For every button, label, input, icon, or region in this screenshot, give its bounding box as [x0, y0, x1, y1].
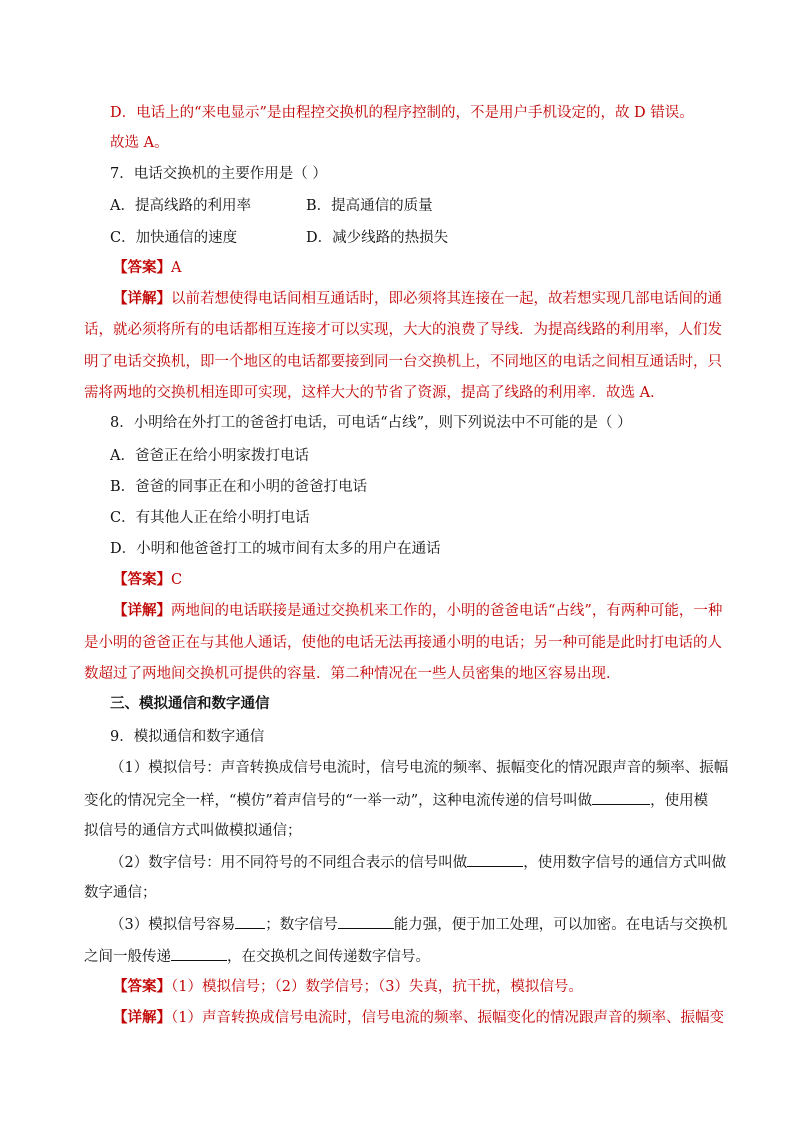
q7-detail-line-1	[113, 289, 722, 309]
q9-part1-line-1: （1）模拟信号：声音转换成信号电流时，信号电流的频率、振幅变化的情况跟声音的频率、振幅	[110, 760, 729, 776]
q7-option-b: B．提高通信的质量	[306, 198, 433, 214]
text: 能力强，便于加工处理，可以加密。在电话与交换机	[393, 917, 728, 933]
q8-option-b: B．爸爸的同事正在和小明的爸爸打电话	[110, 479, 368, 495]
q9-part2-line-1	[110, 852, 726, 873]
q7-option-d: D．减少线路的热损失	[306, 230, 449, 246]
q7-detail-line-3: 明了电话交换机，即一个地区的电话都要接到同一台交换机上，不同地区的电话之间相互通话时，只	[84, 354, 722, 370]
q9-detail-line-1	[113, 1008, 724, 1028]
text: 变化的情况完全一样，“模仿”着声信号的“一举一动”，这种电流传递的信号叫做	[84, 793, 593, 809]
q8-detail-line-1	[113, 601, 722, 621]
text: （2）数字信号：用不同符号的不同组合表示的信号叫做	[110, 855, 468, 871]
fill-blank	[592, 790, 650, 805]
answer-value: C	[171, 572, 183, 588]
answer-tag: 【答案】	[113, 259, 171, 276]
q8-answer	[113, 570, 182, 590]
q9-answer	[113, 977, 583, 997]
q9-stem: 9．模拟通信和数字通信	[110, 729, 265, 745]
q8-option-c: C．有其他人正在给小明打电话	[110, 510, 310, 526]
detail-tag: 【详解】	[113, 602, 171, 619]
q9-part2-line-2: 数字通信；	[84, 885, 157, 901]
detail-tag: 【详解】	[113, 290, 171, 307]
q7-option-c: C．加快通信的速度	[110, 230, 238, 246]
q7-detail-line-2: 话，就必须将所有的电话都相互连接才可以实现，大大的浪费了导线．为提高线路的利用率，人们发	[84, 322, 722, 338]
q6-option-d-explanation: D．电话上的“来电显示”是由程控交换机的程序控制的，不是用户手机设定的，故 D 错误。	[110, 105, 694, 121]
answer-tag: 【答案】	[113, 978, 171, 995]
q8-option-d: D．小明和他爸爸打工的城市间有太多的用户在通话	[110, 541, 441, 557]
q6-conclusion: 故选 A。	[110, 135, 169, 151]
text: （3）模拟信号容易	[110, 917, 236, 933]
text: 之间一般传递	[84, 949, 171, 965]
text: ，在交换机之间传递数字信号。	[227, 949, 430, 965]
q7-detail-line-4: 需将两地的交换机相连即可实现，这样大大的节省了资源，提高了线路的利用率．故选 A．	[84, 385, 665, 401]
detail-tag: 【详解】	[113, 1009, 171, 1026]
q9-part1-line-3: 拟信号的通信方式叫做模拟通信；	[84, 823, 302, 839]
answer-value: （1）模拟信号；（2）数学信号；（3）失真，抗干扰，模拟信号。	[171, 979, 583, 995]
q7-stem: 7．电话交换机的主要作用是（ ）	[110, 166, 327, 182]
fill-blank	[338, 914, 394, 929]
q8-detail-line-3: 数超过了两地间交换机可提供的容量．第二种情况在一些人员密集的地区容易出现．	[84, 666, 621, 682]
fill-blank	[235, 914, 265, 929]
q9-part1-line-2	[84, 790, 708, 811]
q8-detail-line-2: 是小明的爸爸正在与其他人通话，使他的电话无法再接通小明的电话；另一种可能是此时打电话的人	[84, 635, 722, 651]
section-heading: 三、模拟通信和数字通信	[110, 695, 270, 712]
q8-option-a: A．爸爸正在给小明家拨打电话	[110, 448, 309, 464]
text: ；数字信号	[265, 917, 338, 933]
detail-text: （1）声音转换成信号电流时，信号电流的频率、振幅变化的情况跟声音的频率、振幅变	[171, 1010, 724, 1026]
text: ，使用数字信号的通信方式叫做	[523, 855, 727, 871]
answer-value: A	[171, 260, 182, 276]
fill-blank	[171, 946, 227, 961]
q9-part3-line-2	[84, 946, 430, 967]
q8-stem: 8．小明给在外打工的爸爸打电话，可电话“占线”，则下列说法中不可能的是（ ）	[110, 415, 632, 431]
q7-option-a: A．提高线路的利用率	[110, 198, 251, 214]
text: ，使用模	[650, 793, 709, 809]
detail-text: 以前若想使得电话间相互通话时，即必须将其连接在一起，故若想实现几部电话间的通	[171, 291, 722, 307]
q9-part3-line-1	[110, 914, 727, 935]
q7-answer	[113, 258, 181, 278]
answer-tag: 【答案】	[113, 571, 171, 588]
detail-text: 两地间的电话联接是通过交换机来工作的，小明的爸爸电话“占线”，有两种可能，一种	[171, 603, 723, 619]
fill-blank	[467, 852, 523, 867]
